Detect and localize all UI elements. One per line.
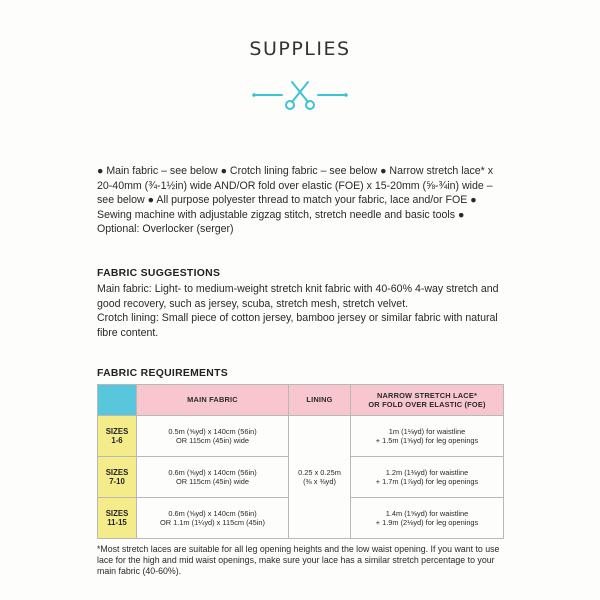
table-row xyxy=(98,416,504,457)
size-range: 11-15 xyxy=(107,518,127,527)
main-fabric-line2: OR 115cm (45in) wide xyxy=(176,436,249,445)
main-fabric-line1: 0.6m (⅝yd) x 140cm (56in) xyxy=(168,467,257,477)
fabric-requirements-heading: FABRIC REQUIREMENTS xyxy=(97,368,228,379)
header-lining: LINING xyxy=(289,385,351,416)
lining-line2: (⅜ x ⅜yd) xyxy=(303,477,336,486)
fabric-suggestions-heading: FABRIC SUGGESTIONS xyxy=(97,268,221,279)
lace-cell xyxy=(351,457,504,498)
size-range: 7-10 xyxy=(109,477,125,486)
page-title: SUPPLIES xyxy=(249,38,351,60)
header-lace-line2: OR FOLD OVER ELASTIC (FOE) xyxy=(368,400,486,409)
main-fabric-line2: OR 115cm (45in) wide xyxy=(176,477,249,486)
lace-cell xyxy=(351,498,504,539)
scissors-divider xyxy=(248,78,352,112)
footnote: *Most stretch laces are suitable for all leg opening heights and the low waist opening. If you want to use lace for the high and mid waist openings, make sure your lace has a similar stretch percentage to your main fabric (40-60%). xyxy=(97,544,500,576)
main-fabric-cell xyxy=(137,457,289,498)
main-fabric-line1: 0.5m (⅝yd) x 140cm (56in) xyxy=(168,426,257,436)
scissors-icon xyxy=(252,82,348,109)
fabric-requirements-table xyxy=(97,384,503,539)
lace-line2: + 1.9m (2⅛yd) for leg openings xyxy=(375,518,479,527)
main-fabric-cell xyxy=(137,498,289,539)
lace-line1: 1m (1⅛yd) for waistline xyxy=(388,426,466,436)
lining-cell xyxy=(289,416,351,539)
crotch-lining-suggestion: Crotch lining: Small piece of cotton jersey, bamboo jersey or similar fabric with natural fibre content. xyxy=(97,312,498,339)
lace-line1: 1.4m (1⅝yd) for waistline xyxy=(385,508,469,518)
supplies-list: ● Main fabric – see below ● Crotch lining fabric – see below ● Narrow stretch lace* x 20-40mm (¾-1½in) wide AND/OR fold over elastic (FOE) x 15-20mm (⅝-¾in) wide – see below ● All purpose polyester thread to match your fabric, lace and/or FOE ● Sewing machine with adjustable zigzag stitch, stretch needle and basic tools ● Optional: Overlocker (serger) xyxy=(97,165,494,236)
main-fabric-cell xyxy=(137,416,289,457)
header-corner-cell xyxy=(98,385,137,416)
header-main-fabric: MAIN FABRIC xyxy=(137,385,289,416)
main-fabric-line1: 0.6m (⅝yd) x 140cm (56in) xyxy=(168,508,257,518)
table-header-row xyxy=(98,385,504,416)
size-cell xyxy=(98,416,137,457)
lace-line1: 1.2m (1⅜yd) for waistline xyxy=(385,467,469,477)
fabric-suggestions xyxy=(97,282,509,340)
header-lace-line1: NARROW STRETCH LACE* xyxy=(376,390,478,400)
lace-line2: + 1.7m (1⅞yd) for leg openings xyxy=(375,477,479,486)
main-fabric-line2: OR 1.1m (1¼yd) x 115cm (45in) xyxy=(159,518,265,527)
divider-right-dot xyxy=(344,93,348,97)
divider-left-dot xyxy=(252,93,256,97)
size-cell xyxy=(98,457,137,498)
size-label: SIZES xyxy=(105,467,129,477)
size-cell xyxy=(98,498,137,539)
size-label: SIZES xyxy=(105,508,129,518)
lace-line2: + 1.5m (1⅝yd) for leg openings xyxy=(375,436,479,445)
size-range: 1-6 xyxy=(111,436,123,445)
lace-cell xyxy=(351,416,504,457)
size-label: SIZES xyxy=(105,426,129,436)
header-lace xyxy=(351,385,504,416)
lining-line1: 0.25 x 0.25m xyxy=(298,467,341,477)
main-fabric-suggestion: Main fabric: Light- to medium-weight stretch knit fabric with 40-60% 4-way stretch and good recovery, such as jersey, scuba, stretch mesh, stretch velvet. xyxy=(97,283,499,310)
